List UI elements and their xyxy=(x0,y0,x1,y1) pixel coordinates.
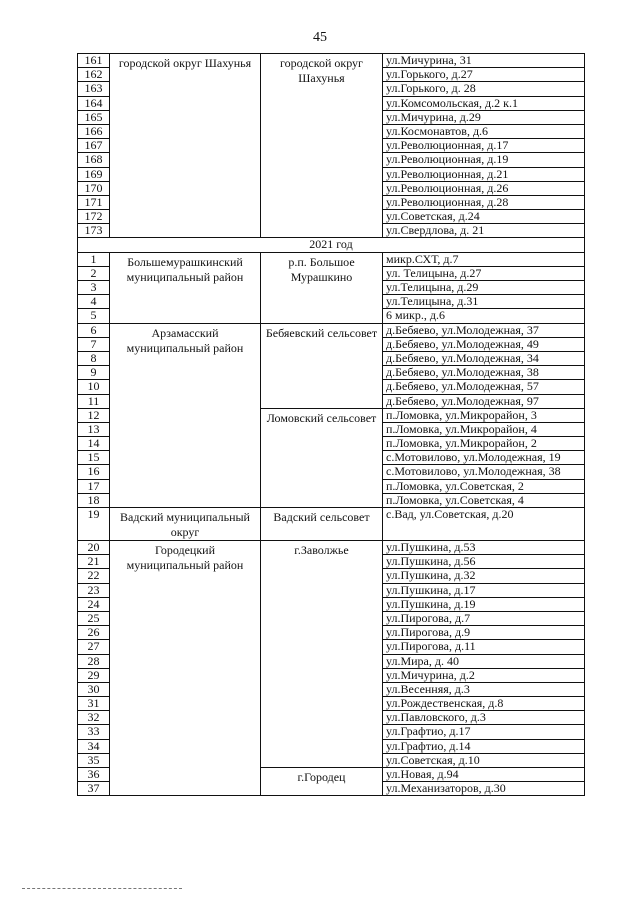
address-cell: д.Бебяево, ул.Молодежная, 38 xyxy=(383,366,585,380)
address-cell: ул.Пушкина, д.19 xyxy=(383,597,585,611)
row-number-cell: 14 xyxy=(78,437,110,451)
municipality-cell: городской округ Шахунья xyxy=(110,54,261,238)
address-cell: 6 микр., д.6 xyxy=(383,309,585,323)
row-number-cell: 26 xyxy=(78,626,110,640)
row-number-cell: 19 xyxy=(78,508,110,541)
row-number-cell: 37 xyxy=(78,782,110,796)
year-heading-row xyxy=(78,238,585,252)
row-number-cell: 31 xyxy=(78,697,110,711)
table-row xyxy=(78,323,585,337)
row-number-cell: 27 xyxy=(78,640,110,654)
address-cell: ул.Павловского, д.3 xyxy=(383,711,585,725)
row-number-cell: 12 xyxy=(78,408,110,422)
address-cell: ул.Новая, д.94 xyxy=(383,768,585,782)
footer-scan-marks xyxy=(22,888,182,893)
row-number-cell: 2 xyxy=(78,266,110,280)
row-number-cell: 163 xyxy=(78,82,110,96)
address-cell: ул.Космонавтов, д.6 xyxy=(383,124,585,138)
settlement-cell: р.п. Большое Мурашкино xyxy=(261,252,383,323)
row-number-cell: 162 xyxy=(78,68,110,82)
row-number-cell: 20 xyxy=(78,541,110,555)
row-number-cell: 167 xyxy=(78,139,110,153)
address-cell: д.Бебяево, ул.Молодежная, 34 xyxy=(383,351,585,365)
address-cell: п.Ломовка, ул.Советская, 4 xyxy=(383,493,585,507)
address-cell: ул.Горького, д.27 xyxy=(383,68,585,82)
address-cell: ул.Свердлова, д. 21 xyxy=(383,224,585,238)
row-number-cell: 32 xyxy=(78,711,110,725)
address-cell: ул.Графтио, д.14 xyxy=(383,739,585,753)
municipality-cell: Вадский муниципальный округ xyxy=(110,508,261,541)
row-number-cell: 18 xyxy=(78,493,110,507)
address-cell: ул.Графтио, д.17 xyxy=(383,725,585,739)
address-cell: ул.Революционная, д.28 xyxy=(383,195,585,209)
row-number-cell: 8 xyxy=(78,351,110,365)
address-cell: ул.Революционная, д.19 xyxy=(383,153,585,167)
table-row xyxy=(78,541,585,555)
year-heading: 2021 год xyxy=(78,238,585,252)
address-cell: ул.Телицына, д.29 xyxy=(383,281,585,295)
row-number-cell: 36 xyxy=(78,768,110,782)
row-number-cell: 21 xyxy=(78,555,110,569)
address-cell: ул. Телицына, д.27 xyxy=(383,266,585,280)
address-cell: ул.Мичурина, д.29 xyxy=(383,110,585,124)
row-number-cell: 28 xyxy=(78,654,110,668)
row-number-cell: 15 xyxy=(78,451,110,465)
address-cell: д.Бебяево, ул.Молодежная, 37 xyxy=(383,323,585,337)
address-cell: ул.Мира, д. 40 xyxy=(383,654,585,668)
table-row xyxy=(78,54,585,68)
table-row xyxy=(78,252,585,266)
address-cell: ул.Пушкина, д.53 xyxy=(383,541,585,555)
row-number-cell: 173 xyxy=(78,224,110,238)
page-number: 45 xyxy=(313,30,327,45)
address-cell: ул.Механизаторов, д.30 xyxy=(383,782,585,796)
row-number-cell: 172 xyxy=(78,210,110,224)
address-cell: ул.Пирогова, д.9 xyxy=(383,626,585,640)
address-cell: ул.Советская, д.10 xyxy=(383,753,585,767)
municipality-cell: Большемурашкинский муниципальный район xyxy=(110,252,261,323)
address-cell: ул.Советская, д.24 xyxy=(383,210,585,224)
address-cell: д.Бебяево, ул.Молодежная, 49 xyxy=(383,337,585,351)
address-cell: ул.Пушкина, д.56 xyxy=(383,555,585,569)
row-number-cell: 7 xyxy=(78,337,110,351)
address-cell: п.Ломовка, ул.Советская, 2 xyxy=(383,479,585,493)
address-cell: ул.Телицына, д.31 xyxy=(383,295,585,309)
settlement-cell: городской округ Шахунья xyxy=(261,54,383,238)
address-cell: ул.Пирогова, д.11 xyxy=(383,640,585,654)
address-cell: ул.Пушкина, д.32 xyxy=(383,569,585,583)
address-cell: ул.Революционная, д.17 xyxy=(383,139,585,153)
address-cell: п.Ломовка, ул.Микрорайон, 4 xyxy=(383,422,585,436)
row-number-cell: 1 xyxy=(78,252,110,266)
address-cell: ул.Мичурина, 31 xyxy=(383,54,585,68)
address-cell: д.Бебяево, ул.Молодежная, 97 xyxy=(383,394,585,408)
row-number-cell: 25 xyxy=(78,611,110,625)
row-number-cell: 170 xyxy=(78,181,110,195)
municipality-cell: Арзамасский муниципальный район xyxy=(110,323,261,507)
row-number-cell: 3 xyxy=(78,281,110,295)
row-number-cell: 168 xyxy=(78,153,110,167)
row-number-cell: 13 xyxy=(78,422,110,436)
settlement-cell: г.Городец xyxy=(261,768,383,796)
row-number-cell: 166 xyxy=(78,124,110,138)
address-cell: п.Ломовка, ул.Микрорайон, 2 xyxy=(383,437,585,451)
row-number-cell: 17 xyxy=(78,479,110,493)
row-number-cell: 165 xyxy=(78,110,110,124)
settlement-cell: Ломовский сельсовет xyxy=(261,408,383,507)
address-cell: ул.Горького, д. 28 xyxy=(383,82,585,96)
row-number-cell: 34 xyxy=(78,739,110,753)
row-number-cell: 24 xyxy=(78,597,110,611)
row-number-cell: 164 xyxy=(78,96,110,110)
row-number-cell: 171 xyxy=(78,195,110,209)
row-number-cell: 169 xyxy=(78,167,110,181)
row-number-cell: 23 xyxy=(78,583,110,597)
row-number-cell: 35 xyxy=(78,753,110,767)
address-cell: п.Ломовка, ул.Микрорайон, 3 xyxy=(383,408,585,422)
table-row xyxy=(78,508,585,541)
row-number-cell: 11 xyxy=(78,394,110,408)
address-cell: д.Бебяево, ул.Молодежная, 57 xyxy=(383,380,585,394)
row-number-cell: 10 xyxy=(78,380,110,394)
address-cell: ул.Пирогова, д.7 xyxy=(383,611,585,625)
row-number-cell: 9 xyxy=(78,366,110,380)
row-number-cell: 16 xyxy=(78,465,110,479)
row-number-cell: 6 xyxy=(78,323,110,337)
row-number-cell: 33 xyxy=(78,725,110,739)
settlement-cell: г.Заволжье xyxy=(261,541,383,768)
address-registry-table xyxy=(77,53,585,796)
row-number-cell: 30 xyxy=(78,682,110,696)
address-cell: ул.Весенняя, д.3 xyxy=(383,682,585,696)
address-cell: ул.Комсомольская, д.2 к.1 xyxy=(383,96,585,110)
address-cell: с.Мотовилово, ул.Молодежная, 19 xyxy=(383,451,585,465)
row-number-cell: 161 xyxy=(78,54,110,68)
row-number-cell: 22 xyxy=(78,569,110,583)
row-number-cell: 29 xyxy=(78,668,110,682)
address-cell: с.Мотовилово, ул.Молодежная, 38 xyxy=(383,465,585,479)
address-cell: микр.СХТ, д.7 xyxy=(383,252,585,266)
settlement-cell: Бебяевский сельсовет xyxy=(261,323,383,408)
settlement-cell: Вадский сельсовет xyxy=(261,508,383,541)
address-cell: ул.Рождественская, д.8 xyxy=(383,697,585,711)
address-cell: ул.Революционная, д.26 xyxy=(383,181,585,195)
row-number-cell: 5 xyxy=(78,309,110,323)
address-cell: ул.Революционная, д.21 xyxy=(383,167,585,181)
address-cell: ул.Мичурина, д.2 xyxy=(383,668,585,682)
address-cell: ул.Пушкина, д.17 xyxy=(383,583,585,597)
address-cell: с.Вад, ул.Советская, д.20 xyxy=(383,508,585,541)
row-number-cell: 4 xyxy=(78,295,110,309)
municipality-cell: Городецкий муниципальный район xyxy=(110,541,261,796)
